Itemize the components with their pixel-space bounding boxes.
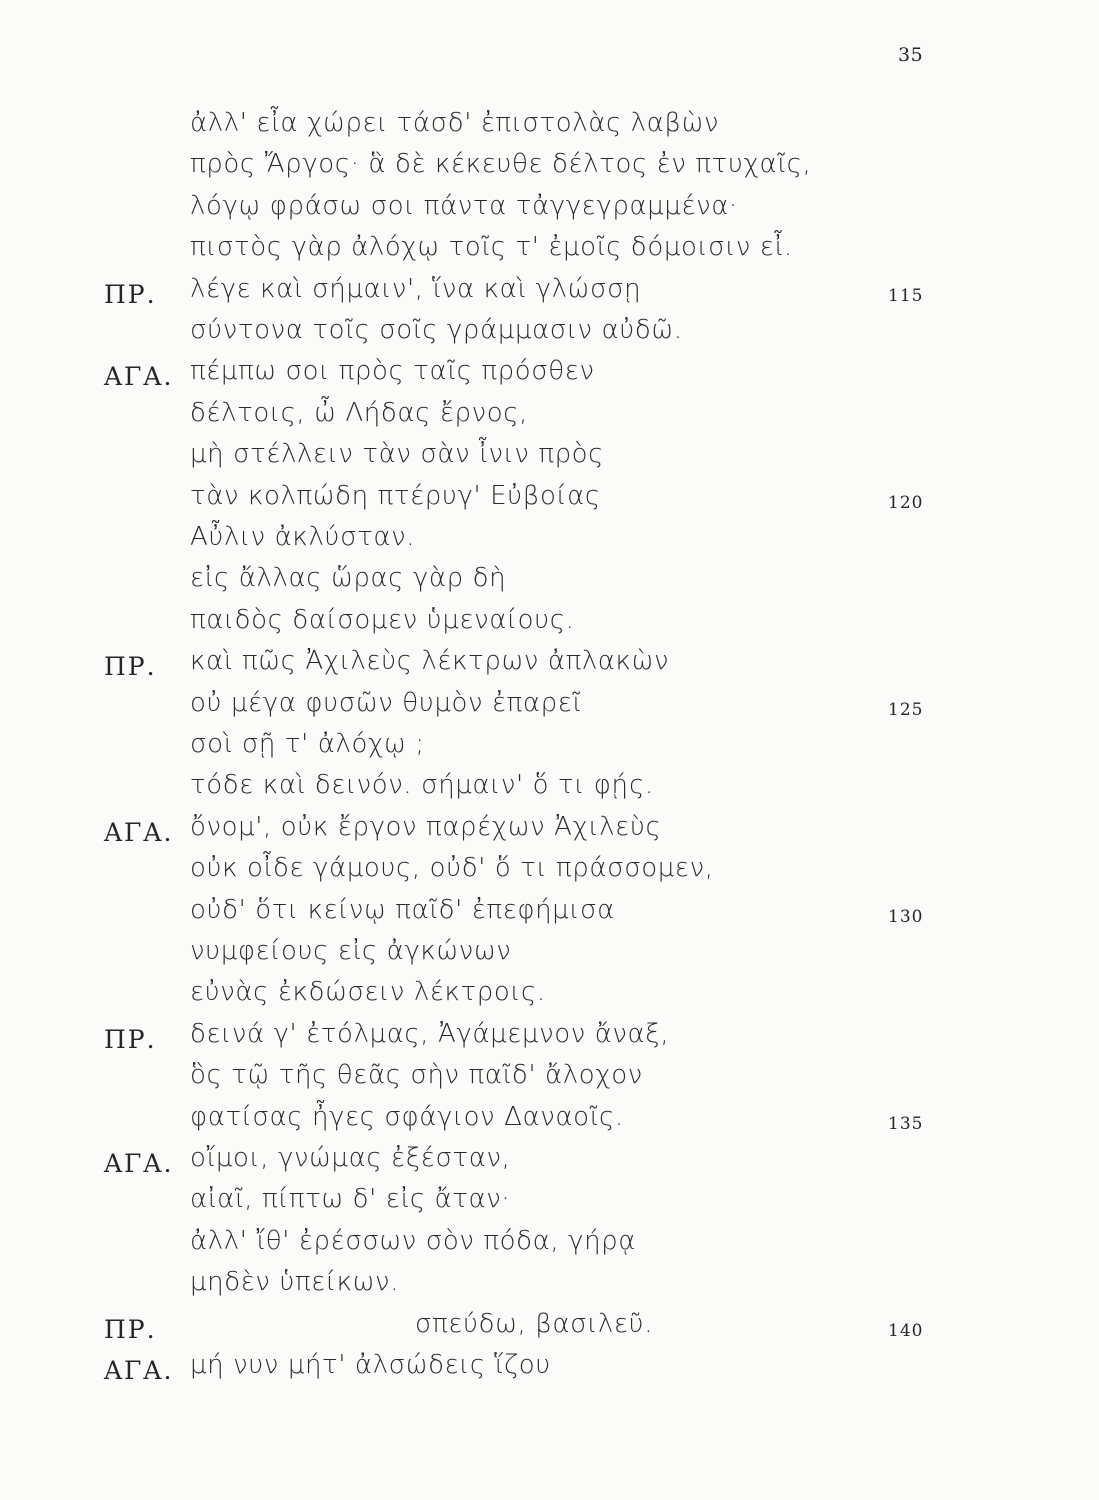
verse-text-line: νυμφείους εἰς ἀγκώνων — [190, 936, 512, 966]
speaker-label: ΠΡ. — [104, 652, 157, 681]
verse-line — [0, 149, 1099, 194]
verse-text-line: ὃς τῷ τῆς θεᾶς σὴν παῖδ' ἄλοχον — [190, 1060, 643, 1090]
verse-text-line: σύντονα τοῖς σοῖς γράμμασιν αὐδῶ. — [190, 315, 683, 345]
verse-line — [0, 1226, 1099, 1271]
line-number: 115 — [888, 286, 924, 306]
verse-text-line: τὰν κολπώδη πτέρυγ' Εὐβοίας — [190, 481, 601, 511]
verse-text-line: οὐδ' ὅτι κείνῳ παῖδ' ἐπεφήμισα — [190, 895, 615, 925]
verse-line — [0, 1060, 1099, 1105]
speaker-label: ΠΡ. — [104, 280, 157, 309]
verse-text-line: μή νυν μήτ' ἀλσώδεις ἵζου — [190, 1350, 551, 1380]
verse-line — [0, 895, 1099, 940]
verse-text-line: πέμπω σοι πρὸς ταῖς πρόσθεν — [190, 356, 595, 386]
verse-text-line: φατίσας ἦγες σφάγιον Δαναοῖς. — [190, 1102, 624, 1132]
speaker-label: ΑΓΑ. — [104, 362, 174, 391]
verse-line — [0, 356, 1099, 401]
verse-line — [0, 108, 1099, 153]
verse-text-line: αἰαῖ, πίπτω δ' εἰς ἄταν· — [190, 1184, 511, 1214]
line-number: 140 — [888, 1321, 924, 1341]
verse-text-line: οὐκ οἶδε γάμους, οὐδ' ὅ τι πράσσομεν, — [190, 853, 714, 883]
verse-text-line: μηδὲν ὑπείκων. — [190, 1267, 399, 1297]
verse-text-line: δέλτοις, ὦ Λήδας ἔρνος, — [190, 398, 528, 428]
verse-text-line: σπεύδω, βασιλεῦ. — [415, 1309, 654, 1339]
verse-text-line: πιστὸς γὰρ ἀλόχῳ τοῖς τ' ἐμοῖς δόμοισιν εἶ. — [190, 232, 793, 262]
verse-line — [0, 1102, 1099, 1147]
verse-line — [0, 729, 1099, 774]
verse-line — [0, 812, 1099, 857]
verse-line — [0, 1309, 1099, 1354]
speaker-label: ΠΡ. — [104, 1315, 157, 1344]
speaker-label: ΑΓΑ. — [104, 818, 174, 847]
verse-text-line: μὴ στέλλειν τὰν σὰν ἶνιν πρὸς — [190, 439, 605, 469]
speaker-label: ΑΓΑ. — [104, 1356, 174, 1385]
verse-text-line: οὐ μέγα φυσῶν θυμὸν ἐπαρεῖ — [190, 688, 582, 718]
verse-line — [0, 191, 1099, 236]
verse-line — [0, 439, 1099, 484]
verse-text-line: Αὖλιν ἀκλύσταν. — [190, 522, 416, 552]
verse-line — [0, 232, 1099, 277]
verse-text-line: πρὸς Ἄργος· ἃ δὲ κέκευθε δέλτος ἐν πτυχαῖς, — [190, 149, 812, 179]
verse-line — [0, 274, 1099, 319]
verse-line — [0, 1184, 1099, 1229]
verse-line — [0, 688, 1099, 733]
verse-line — [0, 605, 1099, 650]
verse-line — [0, 1019, 1099, 1064]
verse-line — [0, 646, 1099, 691]
speaker-label: ΑΓΑ. — [104, 1149, 174, 1178]
verse-text-line: παιδὸς δαίσομεν ὑμεναίους. — [190, 605, 575, 635]
verse-text-line: δεινά γ' ἐτόλμας, Ἀγάμεμνον ἄναξ, — [190, 1019, 670, 1049]
line-number: 130 — [888, 907, 924, 927]
verse-text-line: τόδε καὶ δεινόν. σήμαιν' ὅ τι φῄς. — [190, 770, 654, 800]
verse-text-line: λέγε καὶ σήμαιν', ἵνα καὶ γλώσσῃ — [190, 274, 642, 304]
page-number: 35 — [898, 44, 924, 66]
verse-line — [0, 315, 1099, 360]
speaker-label: ΠΡ. — [104, 1025, 157, 1054]
verse-text-line: ὄνομ', οὐκ ἔργον παρέχων Ἀχιλεὺς — [190, 812, 662, 842]
line-number: 135 — [888, 1114, 924, 1134]
verse-text-line: ἀλλ' ἴθ' ἐρέσσων σὸν πόδα, γήρᾳ — [190, 1226, 636, 1256]
verse-text-line: εὐνὰς ἐκδώσειν λέκτροις. — [190, 977, 546, 1007]
verse-line — [0, 1267, 1099, 1312]
verse-line — [0, 1350, 1099, 1395]
verse-text-line: ἀλλ' εἶα χώρει τάσδ' ἐπιστολὰς λαβὼν — [190, 108, 720, 138]
verse-line — [0, 977, 1099, 1022]
verse-line — [0, 481, 1099, 526]
verse-line — [0, 936, 1099, 981]
verse-line — [0, 563, 1099, 608]
line-number: 120 — [888, 493, 924, 513]
verse-line — [0, 522, 1099, 567]
verse-line — [0, 398, 1099, 443]
verse-text-line: λόγῳ φράσω σοι πάντα τἀγγεγραμμένα· — [190, 191, 738, 221]
verse-text-line: σοὶ σῇ τ' ἀλόχῳ ; — [190, 729, 425, 759]
verse-text-line: εἰς ἄλλας ὥρας γὰρ δὴ — [190, 563, 507, 593]
verse-line — [0, 853, 1099, 898]
verse-text-line: καὶ πῶς Ἀχιλεὺς λέκτρων ἀπλακὼν — [190, 646, 670, 676]
verse-line — [0, 1143, 1099, 1188]
verse-line — [0, 770, 1099, 815]
line-number: 125 — [888, 700, 924, 720]
verse-text-line: οἴμοι, γνώμας ἐξέσταν, — [190, 1143, 511, 1173]
